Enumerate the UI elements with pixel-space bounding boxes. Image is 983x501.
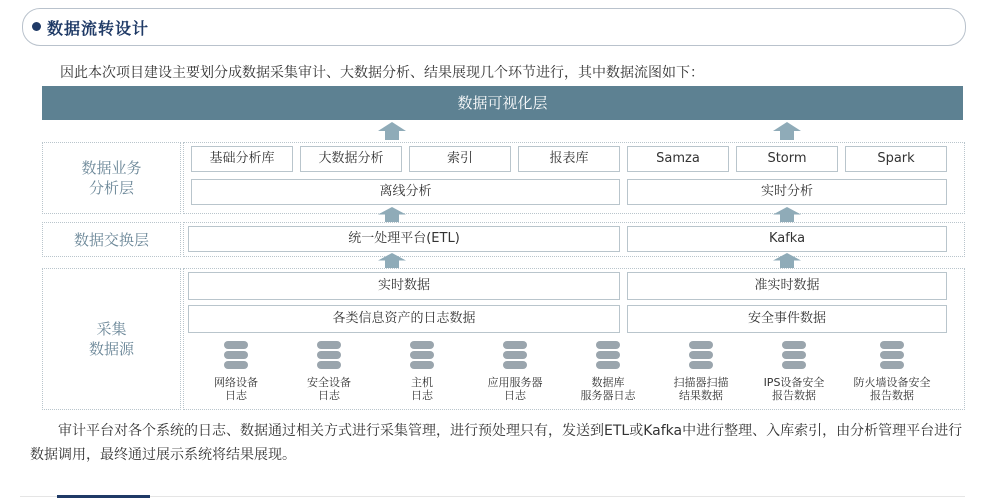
outro-text bbox=[30, 419, 970, 467]
footer-divider bbox=[20, 496, 965, 497]
security-events-box: 安全事件数据 bbox=[627, 305, 947, 333]
source-db-server bbox=[573, 340, 643, 402]
analysis-box-samza: Samza bbox=[627, 146, 729, 172]
kafka-box: Kafka bbox=[627, 226, 947, 252]
near-realtime-data-box: 准实时数据 bbox=[627, 272, 947, 300]
up-arrow-icon bbox=[378, 207, 406, 222]
realtime-analysis-box: 实时分析 bbox=[627, 179, 947, 205]
database-icon bbox=[688, 340, 714, 372]
viz-layer-bar: 数据可视化层 bbox=[42, 86, 963, 120]
source-network-device bbox=[201, 340, 271, 402]
up-arrow-icon bbox=[773, 207, 801, 222]
source-label-line2: 日志 bbox=[225, 389, 247, 402]
source-label-line1: 数据库 bbox=[591, 376, 625, 389]
source-label-line2: 报告数据 bbox=[772, 389, 816, 402]
source-label-line1: 主机 bbox=[411, 376, 433, 389]
up-arrow-icon bbox=[378, 122, 406, 140]
up-arrow-icon bbox=[773, 253, 801, 268]
analysis-layer-label bbox=[42, 142, 181, 214]
section-title: 数据流转设计 bbox=[47, 19, 150, 38]
analysis-box-report: 报表库 bbox=[518, 146, 620, 172]
analysis-box-spark: Spark bbox=[845, 146, 947, 172]
source-firewall bbox=[847, 340, 937, 402]
source-host bbox=[387, 340, 457, 402]
source-label-line2: 服务器日志 bbox=[580, 389, 636, 402]
source-layer-label-line2: 数据源 bbox=[88, 340, 134, 358]
source-label-line1: 网络设备 bbox=[214, 376, 258, 389]
section-header bbox=[22, 8, 966, 46]
etl-box: 统一处理平台(ETL) bbox=[188, 226, 620, 252]
realtime-data-box: 实时数据 bbox=[188, 272, 620, 300]
source-label-line1: 应用服务器 bbox=[487, 376, 543, 389]
source-label-line1: 扫描器扫描 bbox=[673, 376, 729, 389]
source-ips bbox=[759, 340, 829, 402]
source-label-line2: 报告数据 bbox=[870, 389, 914, 402]
analysis-box-basic: 基础分析库 bbox=[191, 146, 293, 172]
database-icon bbox=[595, 340, 621, 372]
offline-analysis-box: 离线分析 bbox=[191, 179, 620, 205]
outro-content: 审计平台对各个系统的日志、数据通过相关方式进行采集管理，进行预处理只有，发送到ETL或Kafka中进行整理、入库索引，由分析管理平台进行数据调用，最终通过展示系统将结果展现。 bbox=[30, 423, 963, 463]
bullet-icon bbox=[32, 22, 41, 31]
analysis-box-bigdata: 大数据分析 bbox=[300, 146, 402, 172]
database-icon bbox=[316, 340, 342, 372]
source-label-line1: 安全设备 bbox=[307, 376, 351, 389]
asset-logs-box: 各类信息资产的日志数据 bbox=[188, 305, 620, 333]
source-layer-label bbox=[42, 268, 181, 410]
up-arrow-icon bbox=[378, 253, 406, 268]
source-scanner bbox=[666, 340, 736, 402]
source-app-server bbox=[480, 340, 550, 402]
source-label-line1: IPS设备安全 bbox=[763, 376, 825, 389]
footer-accent-bar bbox=[57, 495, 150, 498]
database-icon bbox=[409, 340, 435, 372]
analysis-layer-label-line2: 分析层 bbox=[88, 179, 134, 197]
exchange-layer-label: 数据交换层 bbox=[42, 222, 181, 257]
intro-text: 因此本次项目建设主要划分成数据采集审计、大数据分析、结果展现几个环节进行，其中数据流图如下： bbox=[60, 65, 704, 81]
database-icon bbox=[502, 340, 528, 372]
database-icon bbox=[223, 340, 249, 372]
analysis-box-index: 索引 bbox=[409, 146, 511, 172]
source-layer-label-line1: 采集 bbox=[96, 320, 127, 338]
database-icon bbox=[781, 340, 807, 372]
source-label-line1: 防火墙设备安全 bbox=[853, 376, 931, 389]
source-label-line2: 结果数据 bbox=[679, 389, 723, 402]
analysis-box-storm: Storm bbox=[736, 146, 838, 172]
database-icon bbox=[879, 340, 905, 372]
source-label-line2: 日志 bbox=[411, 389, 433, 402]
source-security-device bbox=[294, 340, 364, 402]
up-arrow-icon bbox=[773, 122, 801, 140]
analysis-layer-label-line1: 数据业务 bbox=[81, 159, 142, 177]
source-label-line2: 日志 bbox=[318, 389, 340, 402]
source-label-line2: 日志 bbox=[504, 389, 526, 402]
